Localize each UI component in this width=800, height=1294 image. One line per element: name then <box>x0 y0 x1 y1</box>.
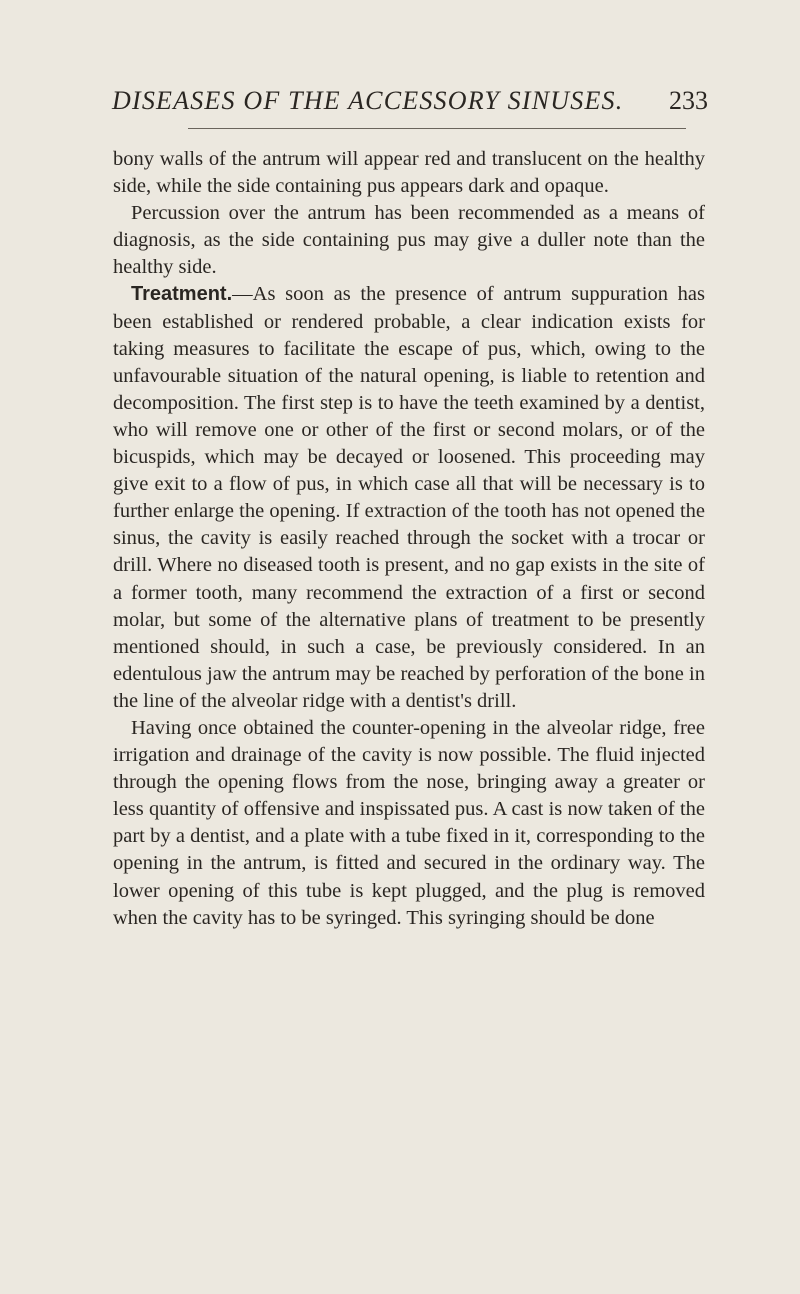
paragraph-text: Percussion over the antrum has been recommended as a means of diagnosis, as the side containing pus may give a duller note than the healthy side. <box>113 202 705 279</box>
running-head-title: DISEASES OF THE ACCESSORY SINUSES. <box>112 86 624 115</box>
body-text <box>113 146 705 932</box>
paragraph-text: Having once obtained the counter-opening in the alveolar ridge, free irrigation and drainage of the cavity is now possible. The fluid injected through the opening flows from the nose, bringing away a greater or less quantity of offensive and inspissated pus. A cast is now taken of the part by a dentist, and a plate with a tube fixed in it, corresponding to the opening in the antrum, is fitted and secured in the ordinary way. The lower opening of this tube is kept plugged, and the plug is removed when the cavity has to be syringed. This syringing should be done <box>113 716 705 929</box>
page-number: 233 <box>669 86 708 115</box>
paragraph-percussion <box>113 200 705 281</box>
section-heading-treatment: Treatment. <box>131 283 233 306</box>
paragraph-irrigation <box>113 715 705 932</box>
paragraph-treatment <box>113 281 705 715</box>
paragraph-text: —As soon as the presence of antrum suppuration has been established or rendered probable, a clear indication exists for taking measures to facilitate the escape of pus, which, owing to the unfavourable situation of the natural opening, is liable to retention and decomposition. The first step is to have the teeth examined by a dentist, who will remove one or other of the first or second molars, or of the bicuspids, which may be decayed or loosened. This proceeding may give exit to a flow of pus, in which case all that will be necessary is to further enlarge the opening. If extraction of the tooth has not opened the sinus, the cavity is easily reached through the socket with a trocar or drill. Where no diseased tooth is present, and no gap exists in the site of a former tooth, many recommend the extraction of a first or second molar, but some of the alternative plans of treatment to be presently mentioned should, in such a case, be previously considered. In an edentulous jaw the antrum may be reached by perforation of the bone in the line of the alveolar ridge with a dentist's drill. <box>113 283 705 712</box>
running-head <box>112 86 708 126</box>
paragraph-continued <box>113 146 705 200</box>
paragraph-text: bony walls of the antrum will appear red and translucent on the healthy side, while the side containing pus appears dark and opaque. <box>113 148 705 198</box>
header-rule <box>188 128 686 129</box>
